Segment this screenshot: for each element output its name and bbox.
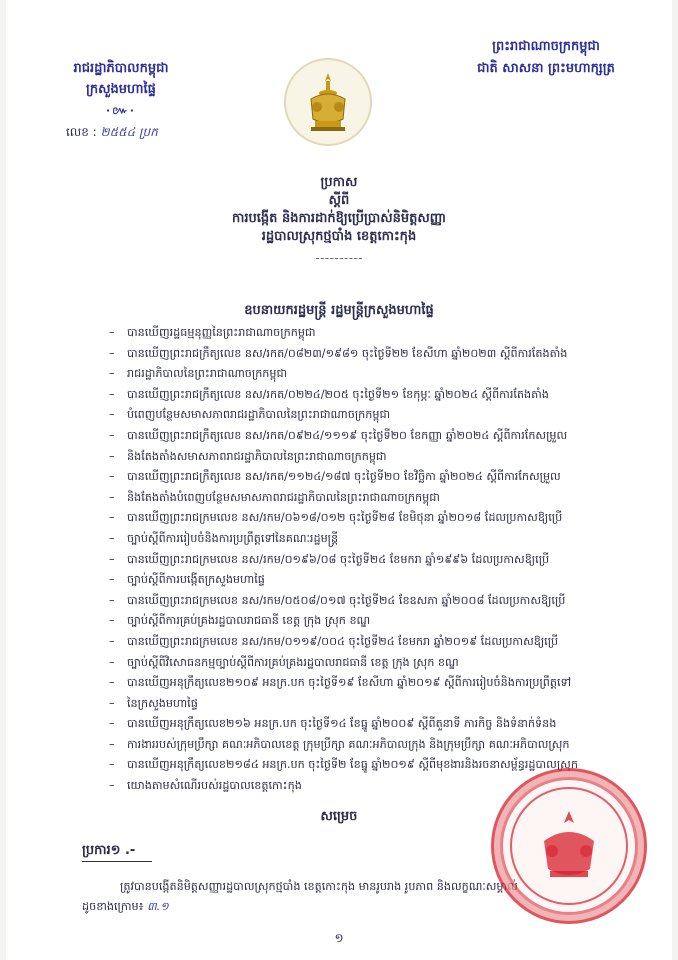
royal-emblem-icon (284, 58, 372, 146)
list-item: – បានឃើញរដ្ឋធម្មនុញ្ញនៃព្រះរាជាណាចក្រកម្ពុជា (119, 323, 659, 344)
article-1-line1: ត្រូវបានបង្កើតនិមិត្តសញ្ញារដ្ឋបាលស្រុកថ្មបាំង ខេត្តកោះកុង មានរូបរាង រូបភាព និងលក្ខណៈសម្គាល់ (120, 880, 518, 893)
government-name: រាជរដ្ឋាភិបាលកម្ពុជា (73, 61, 169, 76)
legal-basis-list (119, 323, 659, 797)
list-item: – បានឃើញអនុក្រឹត្យលេខ២១៨៤ អនក្រ.បក ចុះថ្ងៃទី២ ខែធ្នូ ឆ្នាំ២០១៩ ស្តីពីមុខងារនិងរចនាសម្ព័ន្ធរដ្ឋបាលស្រុក (119, 755, 659, 776)
list-item: – បានឃើញព្រះរាជក្រឹត្យលេខ នស/រកត/០៨២៣/១៩៨១ ចុះថ្ងៃទី២២ ខែសីហា ឆ្នាំ២០២៣ ស្តីពីការតែងតាំង (119, 344, 659, 365)
kingdom-name: ព្រះរាជាណាចក្រកម្ពុជា (492, 39, 600, 54)
ministry-header (46, 58, 196, 121)
title-divider (316, 258, 362, 259)
reference-number (66, 124, 158, 142)
list-item: – បំពេញបន្ថែមសមាសភាពរាជរដ្ឋាភិបាលនៃព្រះរាជាណាចក្រកម្ពុជា (119, 405, 659, 426)
list-item: – និងតែងតាំងបំពេញបន្ថែមសមាសភាពរាជរដ្ឋាភិបាលនៃព្រះរាជាណាចក្រកម្ពុជា (119, 488, 659, 509)
list-item: – ច្បាប់ស្តីពីការគ្រប់គ្រងរដ្ឋបាលរាជធានី ខេត្ត ក្រុង ស្រុក ខណ្ឌ (119, 611, 659, 632)
document-page (6, 0, 672, 960)
article-underline (82, 861, 152, 862)
list-item: – ការងាររបស់ក្រុមប្រឹក្សា គណៈអភិបាលខេត្ត ក្រុមប្រឹក្សា គណៈអភិបាលក្រុង និងក្រុមប្រឹក្សា គណៈអភិបាលស្រុក (119, 735, 659, 756)
list-item: – ច្បាប់ស្តីពីការបង្កើតក្រសួងមហាផ្ទៃ (119, 570, 659, 591)
document-title (6, 174, 672, 246)
article-1-label: ប្រការ១ .- (82, 843, 136, 858)
list-item: – ច្បាប់ស្តីពីការរៀបចំនិងការប្រព្រឹត្តទៅនៃគណៈរដ្ឋមន្ត្រី (119, 529, 659, 550)
issuer-title: ឧបនាយករដ្ឋមន្ត្រី រដ្ឋមន្ត្រីក្រសួងមហាផ្ទៃ (244, 303, 434, 318)
title-type: ប្រកាស (320, 175, 358, 190)
reference-value: ២៥៥៤ ប្រក (100, 125, 158, 139)
title-subject: ការបង្កើត និងការដាក់ឱ្យប្រើប្រាស់និមិត្តសញ្ញា (232, 211, 446, 226)
handwritten-note: ៣.១ (147, 900, 169, 913)
royal-emblem-graphic (297, 69, 359, 135)
list-item: – បានឃើញព្រះរាជក្រមលេខ នស/រកម/០៦១៨/០១២ ចុះថ្ងៃទី២៨ ខែមិថុនា ឆ្នាំ២០១៨ ដែលប្រកាសឱ្យប្រើ (119, 508, 659, 529)
list-item: – បានឃើញព្រះរាជក្រឹត្យលេខ នស/រកត/១១២៤/១៨៧ ចុះថ្ងៃទី២០ ខែវិច្ឆិកា ឆ្នាំ២០២៤ ស្តីពីការកែសម្រួល (119, 467, 659, 488)
list-item: – បានឃើញព្រះរាជក្រឹត្យលេខ នស/រកត/០៩២៤/១១១៩ ចុះថ្ងៃទី២០ ខែកញ្ញា ឆ្នាំ២០២៤ ស្តីពីការកែសម្រួល (119, 426, 659, 447)
reference-label: លេខ : (66, 125, 97, 139)
list-item: – រាជរដ្ឋាភិបាលនៃព្រះរាជាណាចក្រកម្ពុជា (119, 364, 659, 385)
list-item: – និងតែងតាំងសមាសភាពរាជរដ្ឋាភិបាលនៃព្រះរាជាណាចក្រកម្ពុជា (119, 447, 659, 468)
kingdom-header (441, 36, 651, 80)
list-item: – យោងតាមសំណើរបស់រដ្ឋបាលខេត្តកោះកុង (119, 776, 659, 797)
list-item: – ច្បាប់ស្តីពីវិសោធនកម្មច្បាប់ស្តីពីការគ្រប់គ្រងរដ្ឋបាលរាជធានី ខេត្ត ក្រុង ស្រុក ខណ្ឌ (119, 653, 659, 674)
list-item: – បានឃើញព្រះរាជក្រមលេខ នស/រកម/០១៩៦/០៨ ចុះថ្ងៃទី២៤ ខែមករា ឆ្នាំ១៩៩៦ ដែលប្រកាសឱ្យប្រើ (119, 550, 659, 571)
list-item: – បានឃើញព្រះរាជក្រឹត្យលេខ នស/រកត/០២២៤/២០៥ ចុះថ្ងៃទី២១ ខែកុម្ភៈ ឆ្នាំ២០២៤ ស្តីពីការតែងតាំង (119, 385, 659, 406)
ministry-name: ក្រសួងមហាផ្ទៃ (86, 82, 156, 97)
seal-graphic (494, 771, 644, 921)
decision-heading: សម្រេច (320, 809, 358, 824)
title-regarding: ស្តីពី (328, 193, 350, 208)
article-1-line2-text: ដូចខាងក្រោម៖ (82, 900, 144, 913)
list-item: – បានឃើញព្រះរាជក្រមលេខ នស/រកម/០១១៩/០០៤ ចុះថ្ងៃទី២៤ ខែមករា ឆ្នាំ២០១៩ ដែលប្រកាសឱ្យប្រើ (119, 632, 659, 653)
title-entity: រដ្ឋបាលស្រុកថ្មបាំង ខេត្តកោះកុង (261, 229, 417, 244)
list-item: – បានឃើញអនុក្រឹត្យលេខ២១៦ អនក្រ.បក ចុះថ្ងៃទី១៤ ខែធ្នូ ឆ្នាំ២០០៩ ស្តីពីតួនាទី ភារកិច្ច និងទំនាក់ទំនង (119, 714, 659, 735)
national-motto: ជាតិ សាសនា ព្រះមហាក្សត្រ (477, 61, 615, 76)
list-item: – បានឃើញអនុក្រឹត្យលេខ២១០៩ អនក្រ.បក ចុះថ្ងៃទី១៩ ខែសីហា ឆ្នាំ២០១៩ ស្តីពីការរៀបចំនិងការប្រព្រឹត្តទៅ (119, 673, 659, 694)
official-seal-icon (491, 768, 647, 924)
list-item: – នៃក្រសួងមហាផ្ទៃ (119, 694, 659, 715)
header-ornament-left: ·៚· (106, 104, 136, 117)
page-number: ១ (334, 931, 344, 945)
list-item: – បានឃើញព្រះរាជក្រមលេខ នស/រកម/០៥០៨/០១៧ ចុះថ្ងៃទី២៤ ខែឧសភា ឆ្នាំ២០០៨ ដែលប្រកាសឱ្យប្រើ (119, 591, 659, 612)
